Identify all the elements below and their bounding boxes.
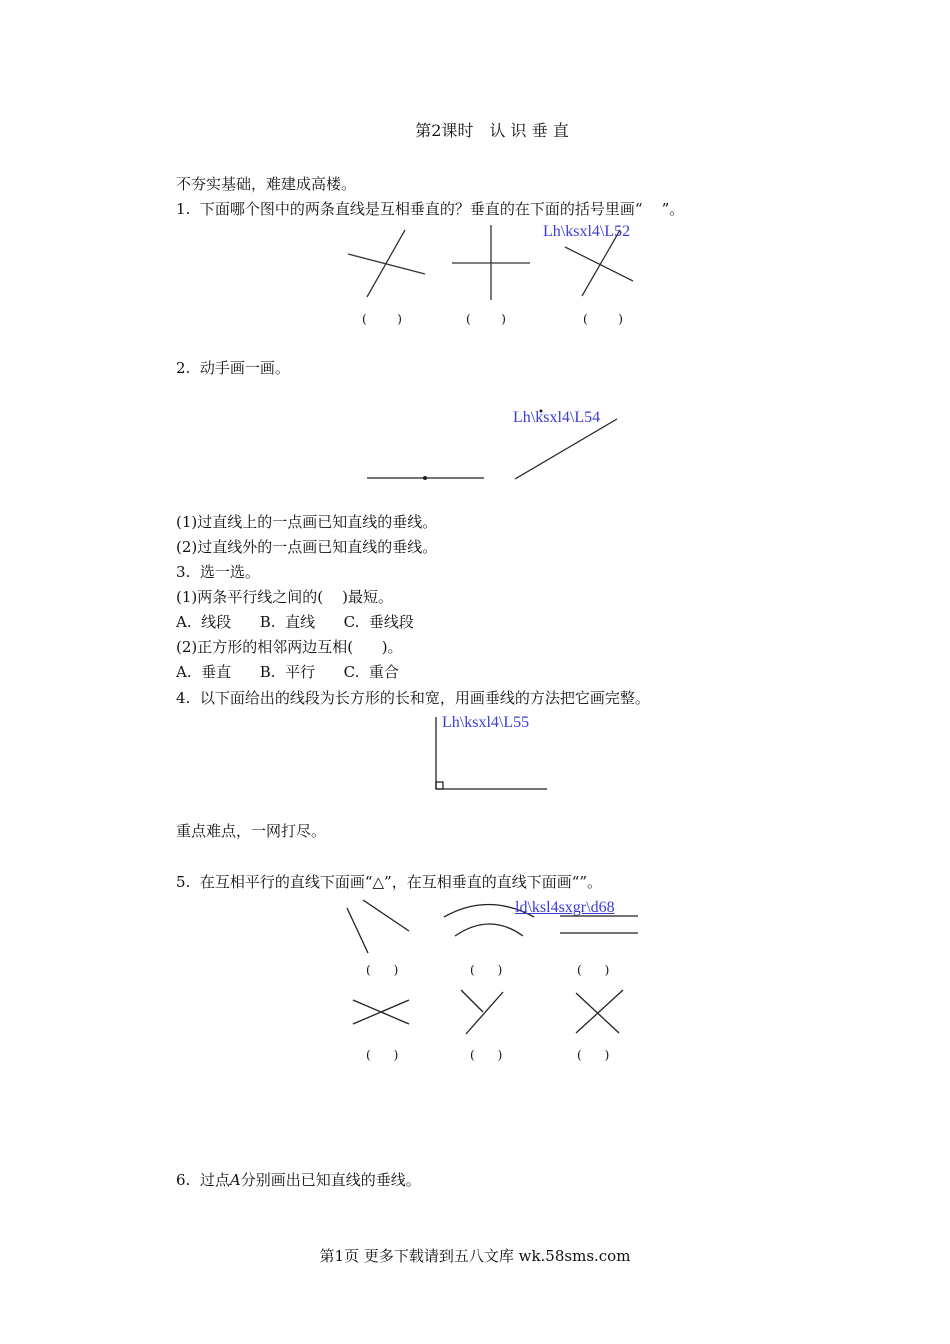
question-5-text: 5. 在互相平行的直线下面画“△”，在互相垂直的直线下面画“”。 (176, 873, 603, 891)
q5-answer-paren-2[interactable]: ( ) (470, 963, 503, 977)
question-5-reference: ld\ksl4sxgr\d68 (515, 899, 615, 916)
q5-figure-4 (353, 1000, 409, 1024)
q1-answer-paren-3[interactable]: ( ) (583, 312, 623, 326)
question-6-point-label: A (229, 1171, 241, 1189)
q5-answer-paren-1[interactable]: ( ) (366, 963, 399, 977)
q5-figure-5 (461, 990, 503, 1034)
question-2-sub1: (1)过直线上的一点画已知直线的垂线。 (176, 513, 438, 531)
question-6-text-after: 分别画出已知直线的垂线。 (240, 1171, 421, 1189)
section-heading-key-points: 重点难点，一网打尽。 (176, 822, 327, 840)
page-title: 第2课时 认 识 垂 直 (415, 121, 569, 140)
q5-figure-3 (560, 916, 638, 933)
question-3-sub2: (2)正方形的相邻两边互相( )。 (176, 638, 403, 656)
question-6-text (176, 1170, 421, 1190)
question-3-options1: A. 线段 B. 直线 C. 垂线段 (176, 613, 414, 631)
q5-answer-paren-6[interactable]: ( ) (577, 1048, 610, 1062)
q2-figure-slanted-line (515, 419, 617, 479)
q5-figure-1 (347, 900, 409, 953)
question-4-reference: Lh\ksxl4\L55 (442, 714, 530, 731)
page-footer: 第1页 更多下载请到五八文库 wk.58sms.com (319, 1247, 631, 1265)
q1-answer-paren-2[interactable]: ( ) (466, 312, 506, 326)
q5-answer-paren-5[interactable]: ( ) (470, 1048, 503, 1062)
question-2-sub2: (2)过直线外的一点画已知直线的垂线。 (176, 538, 438, 556)
q1-answer-paren-1[interactable]: ( ) (362, 312, 402, 326)
question-6-text-before: 6. 过点 (176, 1171, 230, 1189)
question-4-text: 4. 以下面给出的线段为长方形的长和宽，用画垂线的方法把它画完整。 (176, 689, 650, 707)
question-3-options2: A. 垂直 B. 平行 C. 重合 (176, 663, 399, 681)
question-3-sub1: (1)两条平行线之间的( )最短。 (176, 588, 394, 606)
q1-figure-1 (348, 230, 425, 297)
section-heading-basics: 不夯实基础，难建成高楼。 (176, 175, 357, 193)
question-2-text: 2. 动手画一画。 (176, 359, 290, 377)
q2-point-on-line (423, 476, 427, 480)
question-1-text: 1. 下面哪个图中的两条直线是互相垂直的？垂直的在下面的括号里画“ ”。 (176, 200, 685, 218)
q5-figure-6 (576, 990, 623, 1033)
question-1-reference: Lh\ksxl4\L52 (543, 223, 631, 240)
question-3-text: 3. 选一选。 (176, 563, 260, 581)
q1-figure-3 (565, 230, 633, 296)
q5-answer-paren-4[interactable]: ( ) (366, 1048, 399, 1062)
q1-figure-2 (452, 225, 530, 300)
q5-answer-paren-3[interactable]: ( ) (577, 963, 610, 977)
question-2-reference: Lh\ksxl4\L54 (513, 409, 601, 426)
